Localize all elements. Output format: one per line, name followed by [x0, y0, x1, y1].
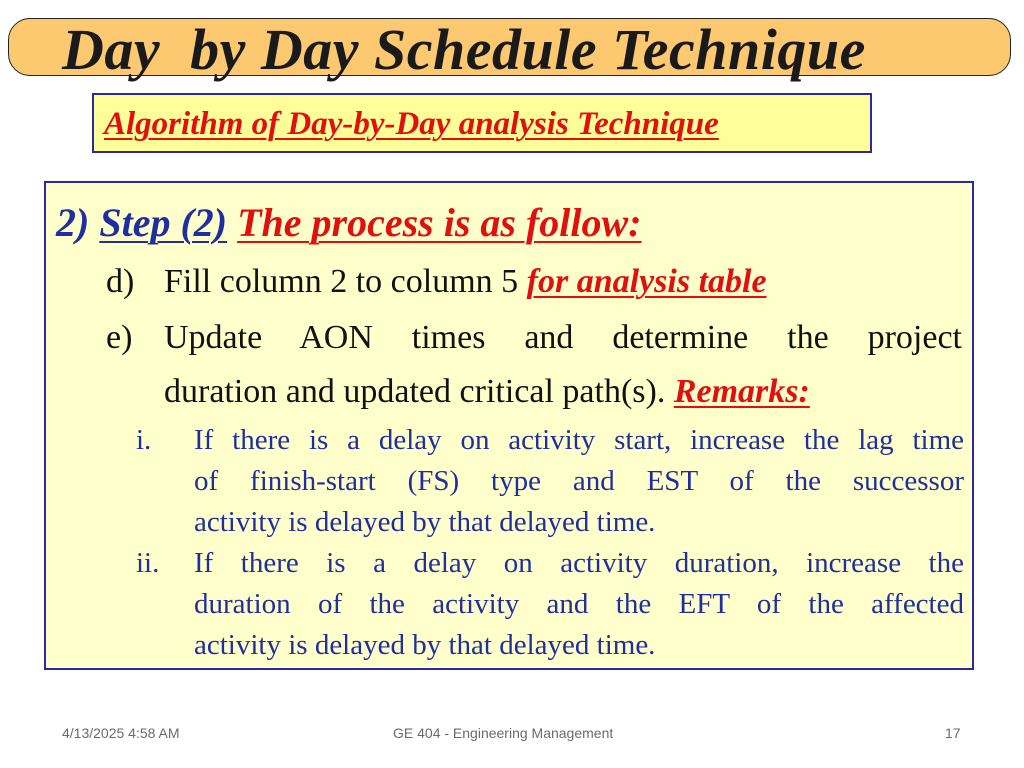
slide-subtitle: Algorithm of Day-by-Day analysis Technique — [104, 106, 719, 142]
remark-i-line3: activity is delayed by that delayed time. — [194, 506, 656, 538]
list-item-e — [46, 317, 966, 359]
remark-i-line1: If there is a delay on activity start, increase the lag time — [194, 424, 964, 456]
item-e-line2: duration and updated critical path(s). — [164, 373, 666, 410]
footer-course: GE 404 - Engineering Management — [393, 725, 614, 741]
slide-title: Day by Day Schedule Technique — [62, 17, 866, 82]
remark-ii-line3: activity is delayed by that delayed time. — [194, 629, 656, 661]
step-heading — [56, 199, 642, 247]
remark-ii-line2: duration of the activity and the EFT of the affected — [194, 588, 964, 620]
footer-date: 4/13/2025 4:58 AM — [62, 725, 180, 741]
step-number: 2) — [56, 200, 90, 245]
subtitle-box — [92, 93, 872, 153]
remark-i-line2: of finish-start (FS) type and EST of the successor — [194, 465, 964, 497]
item-d-emphasis: for analysis table — [526, 263, 767, 300]
remark-marker-i: i. — [136, 424, 152, 456]
step-label: Step (2) — [99, 200, 228, 245]
item-d-text — [164, 261, 767, 303]
content-box — [44, 181, 974, 670]
item-marker-e: e) — [106, 319, 133, 356]
item-e-line1: Update AON times and determine the project — [164, 319, 962, 356]
item-d-body: Fill column 2 to column 5 — [164, 263, 519, 300]
remark-ii-line1: If there is a delay on activity duration, increase the — [194, 547, 964, 579]
remark-marker-ii: ii. — [136, 547, 160, 579]
item-marker-d: d) — [106, 263, 135, 300]
item-e-line2-wrap — [164, 371, 810, 413]
step-description: The process is as follow: — [237, 200, 642, 245]
remarks-label: Remarks: — [673, 373, 810, 410]
footer-page-number: 17 — [945, 725, 961, 741]
